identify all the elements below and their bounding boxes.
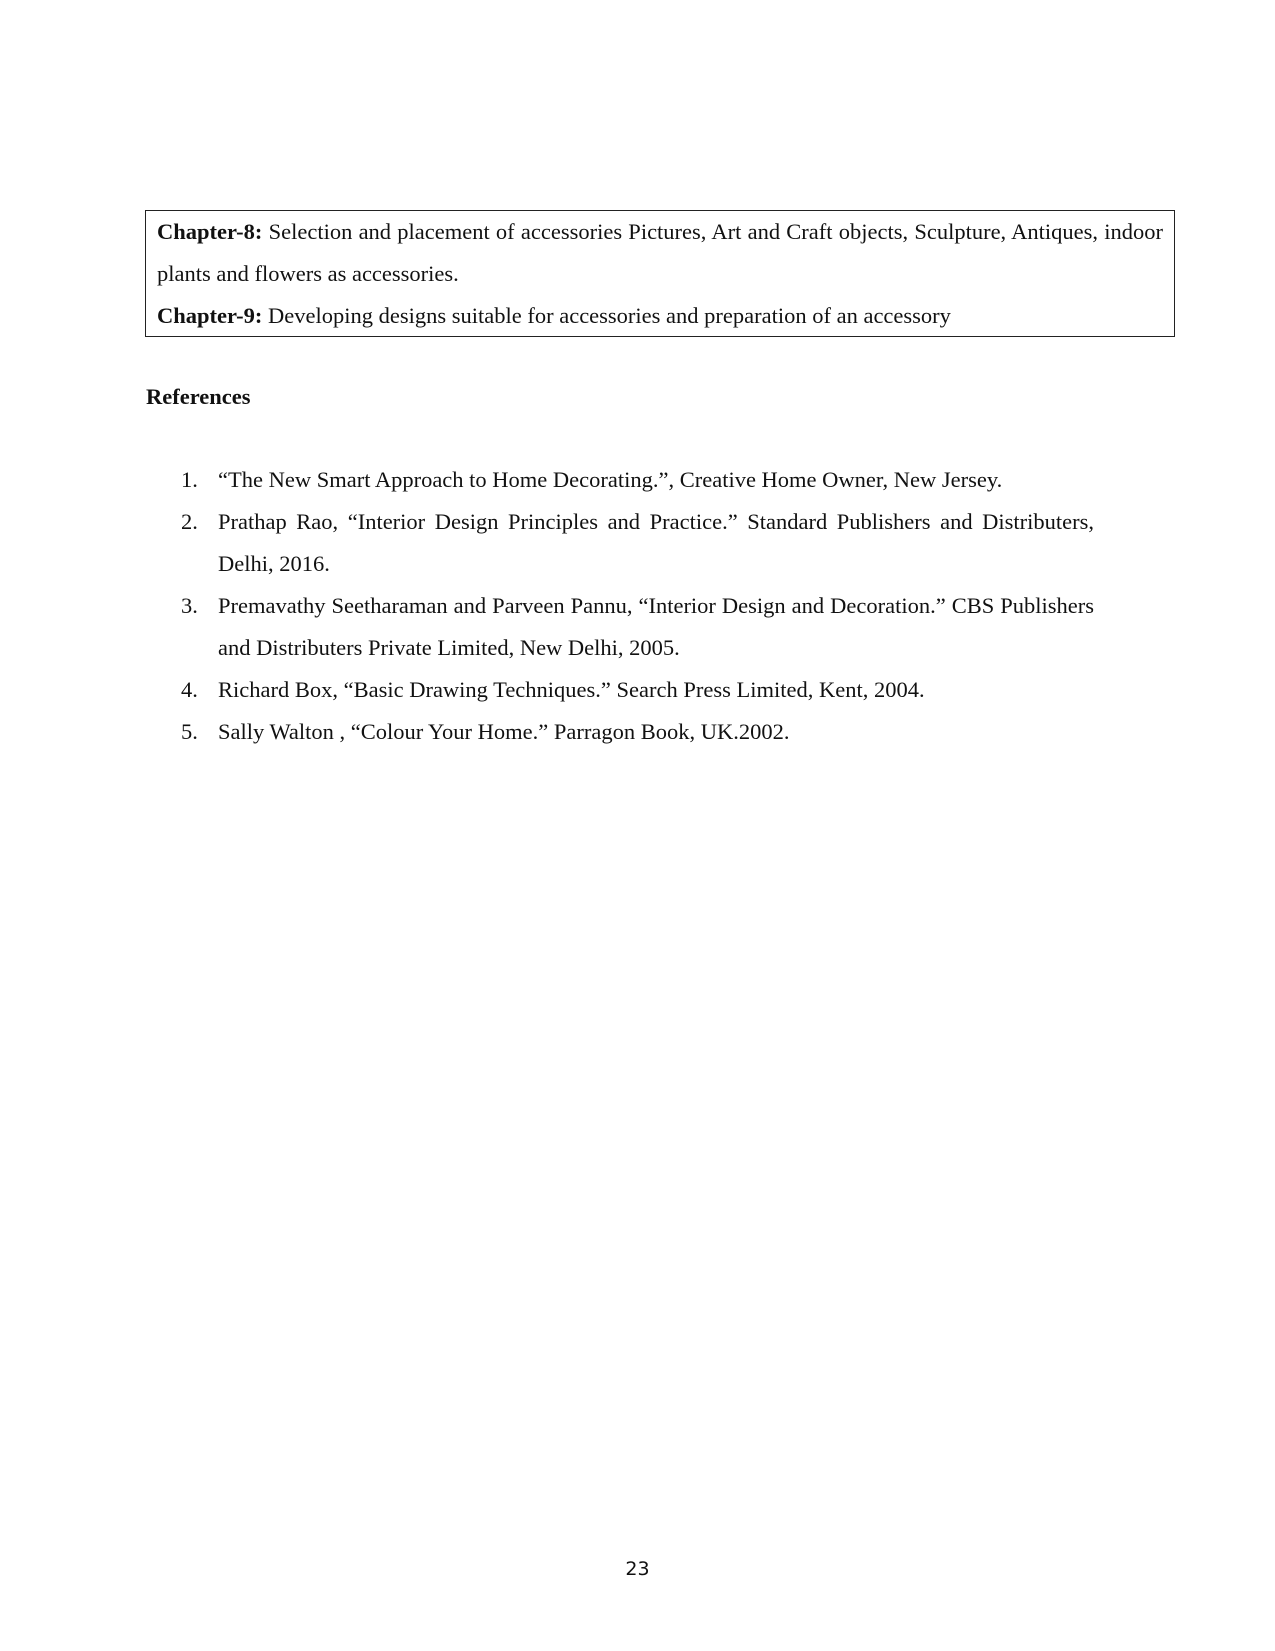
reference-number: 4. bbox=[181, 677, 198, 702]
page-number: 23 bbox=[625, 1558, 650, 1580]
reference-text: Prathap Rao, “Interior Design Principles and Practice.” Standard Publishers and Distributers, Delhi, 2016. bbox=[218, 509, 1094, 576]
chapter-8-paragraph bbox=[157, 211, 1163, 295]
reference-item-1 bbox=[146, 459, 1094, 501]
reference-text: “The New Smart Approach to Home Decorating.”, Creative Home Owner, New Jersey. bbox=[218, 467, 1003, 492]
reference-number: 1. bbox=[181, 467, 198, 492]
reference-number: 5. bbox=[181, 719, 198, 744]
reference-item-2 bbox=[146, 501, 1094, 585]
reference-item-4 bbox=[146, 669, 1094, 711]
reference-number: 2. bbox=[181, 509, 198, 534]
reference-text: Sally Walton , “Colour Your Home.” Parragon Book, UK.2002. bbox=[218, 719, 790, 744]
reference-text: Richard Box, “Basic Drawing Techniques.” Search Press Limited, Kent, 2004. bbox=[218, 677, 925, 702]
reference-text: Premavathy Seetharaman and Parveen Pannu, “Interior Design and Decoration.” CBS Publishers and Distributers Private Limited, New Delhi, 2005. bbox=[218, 593, 1094, 660]
reference-item-5 bbox=[146, 711, 1094, 753]
chapter-8-label: Chapter-8: bbox=[157, 219, 263, 244]
chapter-9-text: Developing designs suitable for accessories and preparation of an accessory bbox=[262, 303, 951, 328]
references-heading: References bbox=[146, 384, 251, 409]
chapter-9-paragraph bbox=[157, 295, 1163, 337]
references-list bbox=[146, 459, 1094, 753]
chapter-9-label: Chapter-9: bbox=[157, 303, 263, 328]
reference-item-3 bbox=[146, 585, 1094, 669]
chapter-box bbox=[145, 210, 1175, 337]
chapter-8-text: Selection and placement of accessories Pictures, Art and Craft objects, Sculpture, Antiques, indoor plants and flowers as accessories. bbox=[157, 219, 1163, 286]
reference-number: 3. bbox=[181, 593, 198, 618]
